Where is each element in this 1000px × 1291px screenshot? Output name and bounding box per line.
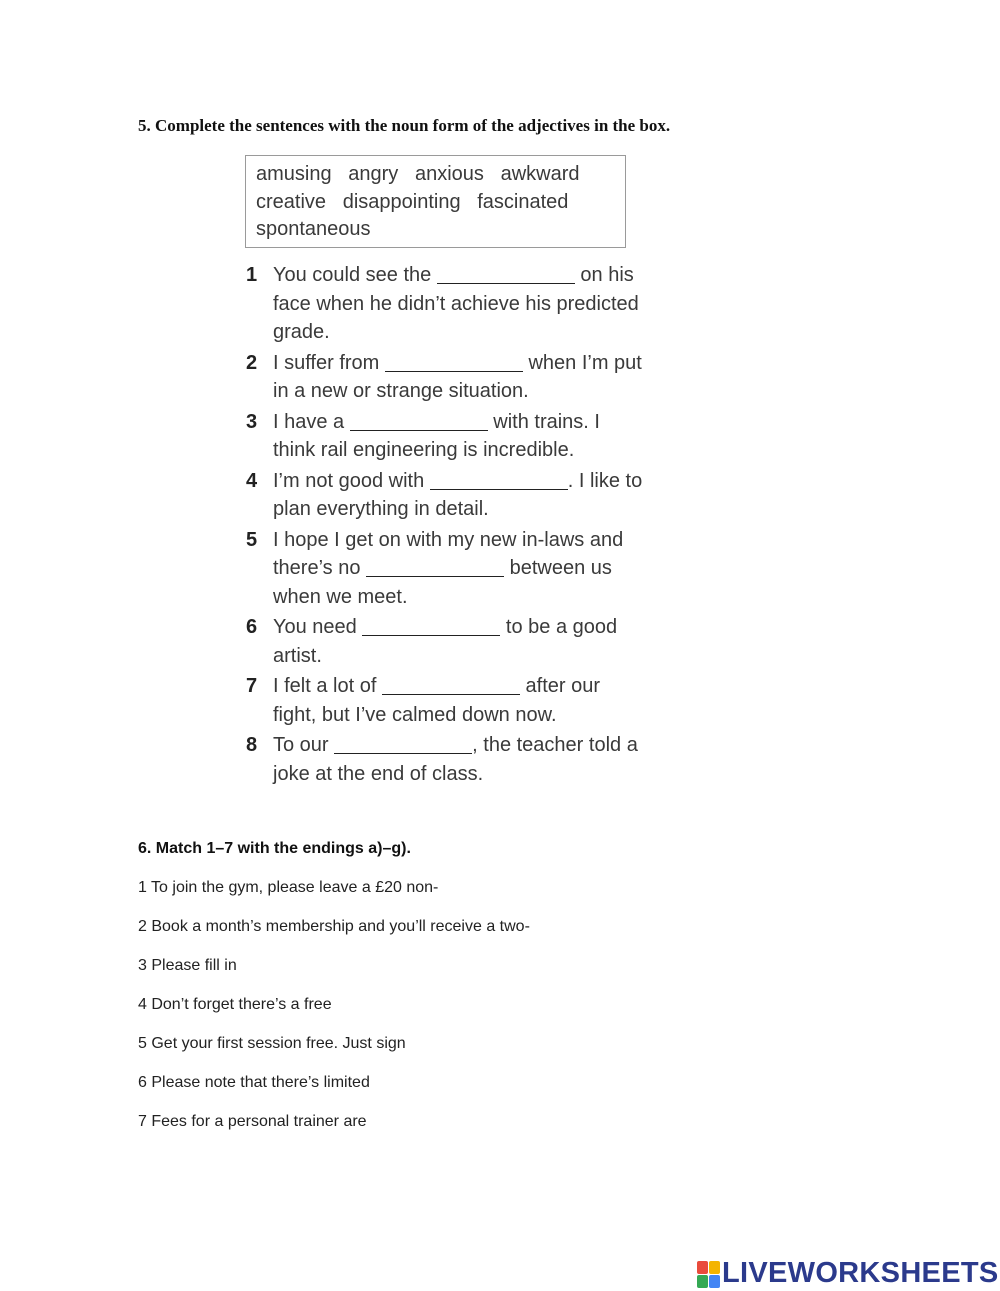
sentence-text-before: I suffer from bbox=[273, 351, 385, 374]
box-word: spontaneous bbox=[256, 218, 371, 240]
sentence-text-after: . I like to plan everything in detail. bbox=[273, 469, 643, 520]
sentence-text-after: on his face when he didn’t achieve his predicted grade. bbox=[273, 264, 639, 343]
answer-blank[interactable] bbox=[430, 469, 568, 490]
answer-blank[interactable] bbox=[382, 674, 520, 695]
match-item: 2 Book a month’s membership and you’ll receive a two- bbox=[138, 918, 530, 935]
match-list bbox=[138, 878, 530, 1151]
sentence-item bbox=[246, 526, 646, 612]
box-word: anxious bbox=[414, 163, 484, 185]
answer-blank[interactable] bbox=[334, 733, 472, 754]
sentence-text-after: , the teacher told a joke at the end of class. bbox=[273, 734, 638, 785]
match-item: 3 Please fill in bbox=[138, 957, 237, 974]
sentence-text-before: I have a bbox=[273, 410, 350, 433]
sentence-number: 2 bbox=[246, 351, 258, 374]
sentence-text-before: You need bbox=[273, 616, 363, 638]
logo-square bbox=[709, 1261, 720, 1274]
sentence-item bbox=[246, 613, 646, 670]
sentence-number: 5 bbox=[246, 528, 258, 551]
box-word: amusing bbox=[256, 163, 332, 185]
sentence-list bbox=[246, 261, 646, 790]
word-box bbox=[245, 155, 626, 248]
logo-square bbox=[709, 1275, 720, 1288]
sentence-text-before: I felt a lot of bbox=[273, 675, 382, 697]
box-word: fascinated bbox=[477, 190, 569, 213]
sentence-item bbox=[246, 467, 646, 524]
box-word: creative bbox=[256, 190, 327, 213]
answer-blank[interactable] bbox=[362, 615, 500, 636]
sentence-number: 4 bbox=[246, 469, 258, 492]
answer-blank[interactable] bbox=[366, 556, 504, 577]
match-item: 7 Fees for a personal trainer are bbox=[138, 1113, 367, 1130]
sentence-item bbox=[246, 261, 646, 347]
answer-blank[interactable] bbox=[437, 263, 575, 284]
sentence-text-before: I hope I get on with my new in-laws and there’s no bbox=[273, 528, 624, 579]
liveworksheets-logo[interactable] bbox=[697, 1257, 999, 1290]
logo-square bbox=[697, 1261, 708, 1274]
sentence-text-before: To our bbox=[273, 734, 335, 756]
sentence-number: 6 bbox=[246, 616, 258, 638]
match-item: 1 To join the gym, please leave a £20 non- bbox=[138, 879, 439, 896]
sentence-item bbox=[246, 408, 646, 465]
match-item: 4 Don’t forget there’s a free bbox=[138, 996, 332, 1013]
sentence-text-after: between us when we meet. bbox=[273, 557, 612, 608]
sentence-text-before: I’m not good with bbox=[273, 469, 430, 492]
sentence-number: 7 bbox=[246, 675, 258, 697]
box-word: awkward bbox=[500, 163, 580, 185]
match-item: 6 Please note that there’s limited bbox=[138, 1074, 370, 1091]
answer-blank[interactable] bbox=[385, 351, 523, 372]
sentence-text-before: You could see the bbox=[273, 264, 437, 286]
section-6-title: 6. Match 1–7 with the endings a)–g). bbox=[138, 840, 411, 857]
sentence-text-after: when I’m put in a new or strange situation. bbox=[273, 351, 642, 402]
logo-icon bbox=[697, 1261, 719, 1287]
sentence-text-after: with trains. I think rail engineering is incredible. bbox=[273, 410, 600, 461]
sentence-item bbox=[246, 349, 646, 406]
sentence-item bbox=[246, 731, 646, 788]
answer-blank[interactable] bbox=[350, 410, 488, 431]
logo-text: LIVEWORKSHEETS bbox=[722, 1257, 999, 1289]
sentence-number: 3 bbox=[246, 410, 258, 433]
sentence-text-after: to be a good artist. bbox=[273, 616, 618, 667]
logo-square bbox=[697, 1275, 708, 1288]
sentence-item bbox=[246, 672, 646, 729]
section-5-title: 5. Complete the sentences with the noun form of the adjectives in the box. bbox=[138, 116, 671, 135]
box-word: disappointing bbox=[342, 190, 461, 213]
sentence-number: 8 bbox=[246, 734, 258, 756]
sentence-text-after: after our fight, but I’ve calmed down now. bbox=[273, 675, 600, 726]
sentence-number: 1 bbox=[246, 264, 258, 286]
match-item: 5 Get your first session free. Just sign bbox=[138, 1035, 406, 1052]
box-word: angry bbox=[348, 163, 399, 185]
